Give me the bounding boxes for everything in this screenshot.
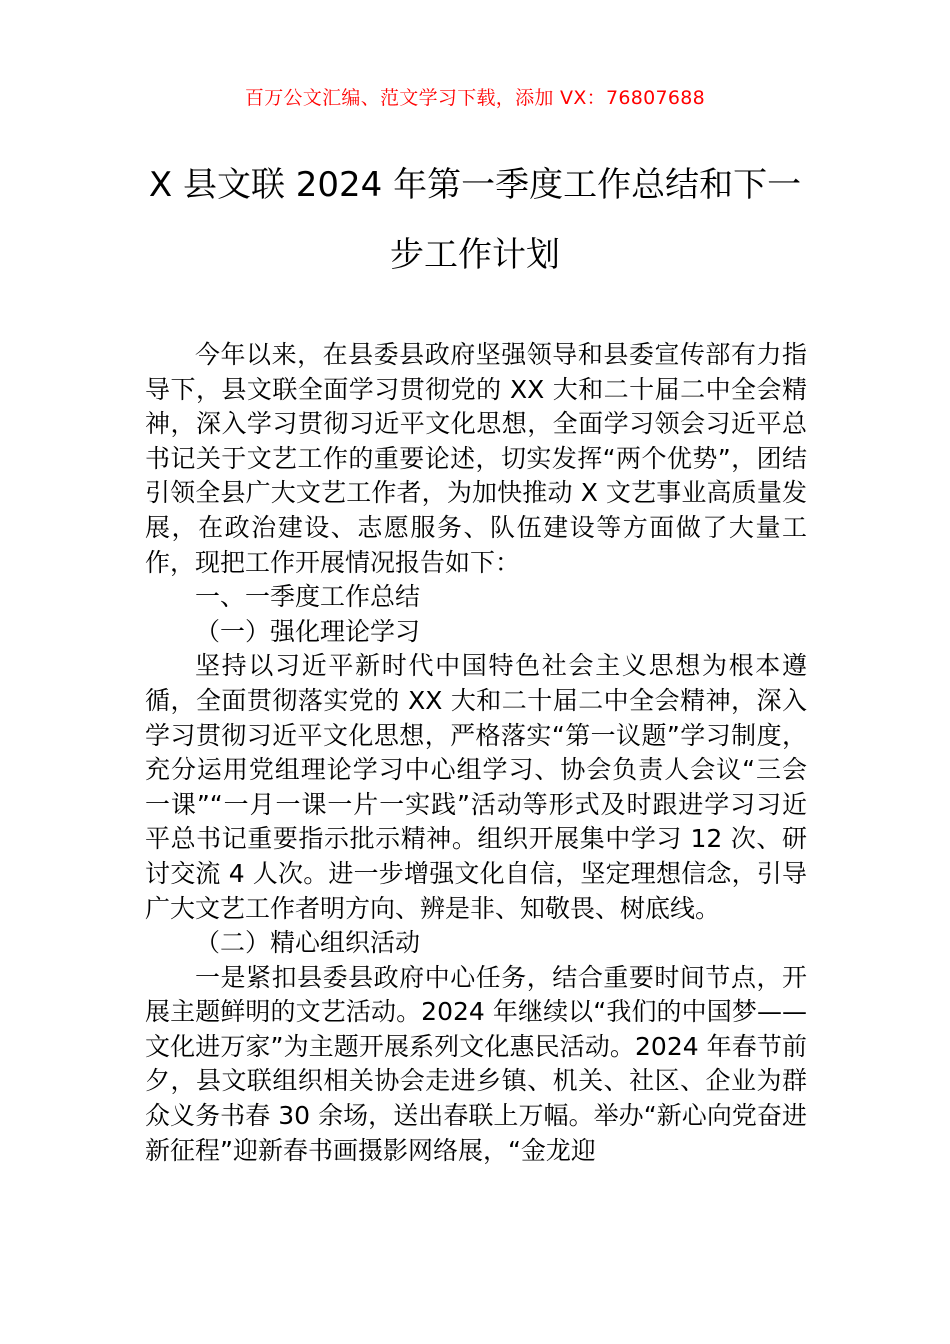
intro-paragraph: 今年以来，在县委县政府坚强领导和县委宣传部有力指导下，县文联全面学习贯彻党的 XX 大和二十届二中全会精神，深入学习贯彻习近平文化思想，全面学习领会习近平总书记关于文艺工作的重要论述，切实发挥“两个优势”，团结引领全县广大文艺工作者，为加快推动 X 文艺事业高质量发展，在政治建设、志愿服务、队伍建设等方面做了大量工作，现把工作开展情况报告如下： <box>145 340 807 577</box>
title-line-1: X 县文联 2024 年第一季度工作总结和下一 <box>148 165 802 205</box>
subsection-heading-2: （二）精心组织活动 <box>195 928 421 958</box>
document-title <box>140 150 810 290</box>
paragraph-activities: 一是紧扣县委县政府中心任务，结合重要时间节点，开展主题鲜明的文艺活动。2024 年继续以“我们的中国梦——文化进万家”为主题开展系列文化惠民活动。2024 年春节前夕，县文联组织相关协会走进乡镇、机关、社区、企业为群众义务书春 30 余场，送出春联上万幅。举办“新心向党奋进新征程”迎新春书画摄影网络展，“金龙迎 <box>145 962 807 1165</box>
section-heading-1: 一、一季度工作总结 <box>195 582 421 612</box>
header-watermark-note: 百万公文汇编、范文学习下载，添加 VX：76807688 <box>244 87 706 109</box>
paragraph-theory-study: 坚持以习近平新时代中国特色社会主义思想为根本遵循，全面贯彻落实党的 XX 大和二十届二中全会精神，深入学习贯彻习近平文化思想，严格落实“第一议题”学习制度，充分运用党组理论学习中心组学习、协会负责人会议“三会一课”“一月一课一片一实践”活动等形式及时跟进学习习近平总书记重要指示批示精神。组织开展集中学习 12 次、研讨交流 4 人次。进一步增强文化自信，坚定理想信念，引导广大文艺工作者明方向、辨是非、知敬畏、树底线。 <box>145 651 807 923</box>
title-line-2: 步工作计划 <box>390 235 560 275</box>
subsection-heading-1: （一）强化理论学习 <box>195 616 421 646</box>
document-body <box>145 338 807 1168</box>
